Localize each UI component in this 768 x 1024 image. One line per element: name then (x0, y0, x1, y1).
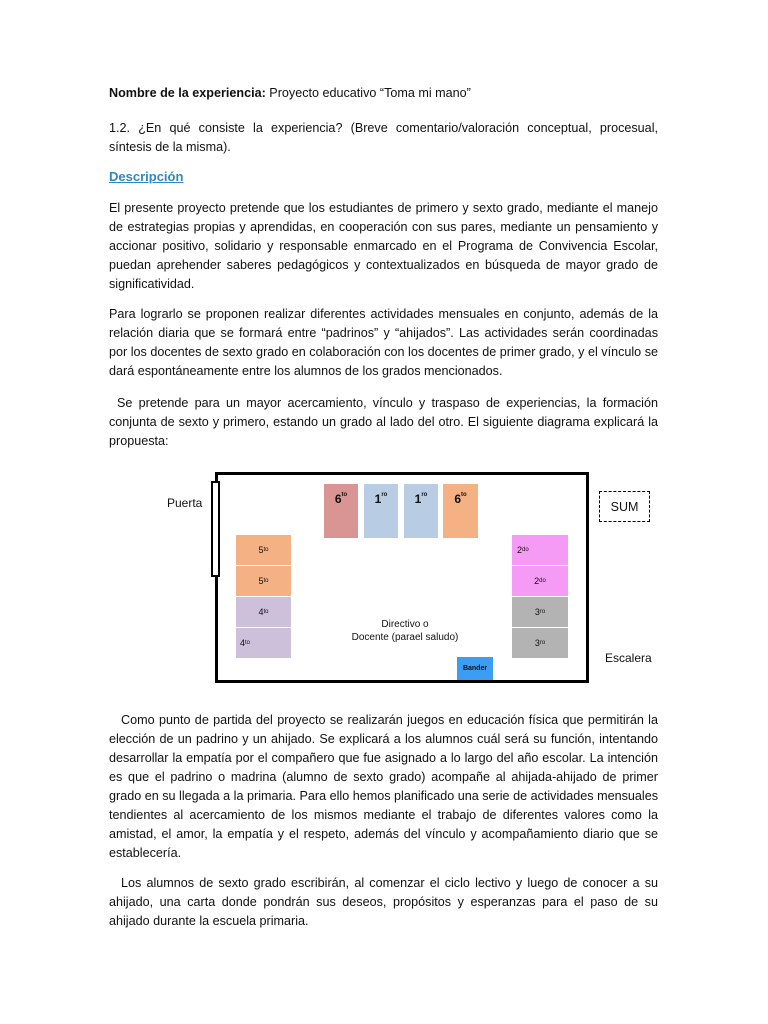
center-label-line2: Docente (parael saludo) (351, 632, 459, 643)
grade-suffix: ro (381, 492, 388, 498)
grade-box-5to-a (236, 535, 291, 565)
grade-number: 1 (374, 492, 382, 506)
grade-suffix: to (245, 640, 251, 646)
grade-number: 5 (258, 545, 264, 555)
grade-suffix: to (263, 578, 269, 584)
paragraph-3: Se pretende para un mayor acercamiento, vínculo y traspaso de experiencias, la formación conjunta de sexto y primero, estando un grado al lado del otro. El siguiente diagrama explicará la propuesta: (109, 396, 658, 448)
sum-box: SUM (599, 491, 650, 522)
grade-box-2do-b (512, 566, 568, 596)
center-label (330, 618, 480, 644)
title-value: Proyecto educativo “Toma mi mano” (269, 86, 471, 100)
grade-suffix: ro (539, 640, 546, 646)
paragraph-4: Como punto de partida del proyecto se realizarán juegos en educación física que permitirán la elección de un padrino y un ahijado. Se explicará a los alumnos cuál será su función, intentando desarrollar la empatía por el compañero que fue asignado a lo largo del año escolar. La intención es que el padrino o madrina (alumno de sexto grado) acompañe al ahijada-ahijado de primer grado en su llegada a la primaria. Para ello hemos planificado una serie de actividades mensuales tendientes al acercamiento de los mismos mediante el trabajo de diferentes valores como la amistad, el amor, la empatía y el respeto, además del vínculo y acompañamiento diario que se establecería. (109, 713, 658, 860)
experience-title (109, 86, 471, 100)
grade-box-1ro-b (404, 484, 438, 538)
escalera-label: Escalera (605, 651, 652, 665)
paragraph-5: Los alumnos de sexto grado escribirán, al comenzar el ciclo lectivo y luego de conocer a su ahijado, una carta donde pondrán sus deseos, propósitos y esperanzas para el paso de su ahijado durante la escuela primaria. (109, 876, 658, 928)
grade-number: 3 (534, 638, 540, 648)
grade-number: 1 (414, 492, 422, 506)
grade-suffix: to (461, 492, 467, 498)
grade-suffix: ro (539, 609, 546, 615)
grade-box-6to-a (324, 484, 358, 538)
grade-number: 4 (258, 607, 264, 617)
grade-suffix: do (522, 547, 529, 553)
grade-box-2do-a (512, 535, 568, 565)
grade-box-4to-b (236, 628, 291, 658)
grade-suffix: to (341, 492, 348, 498)
grade-number: 2 (517, 545, 523, 555)
grade-number: 4 (240, 638, 246, 648)
grade-suffix: to (263, 547, 269, 553)
grade-box-6to-b (443, 484, 478, 538)
grade-box-5to-b (236, 566, 291, 596)
grade-suffix: do (539, 578, 546, 584)
grade-box-4to-a (236, 597, 291, 627)
section-heading: Descripción (109, 169, 184, 184)
grade-number: 6 (334, 492, 342, 506)
door-icon (211, 481, 220, 577)
grade-box-3ro-b (512, 628, 568, 658)
grade-box-1ro-a (364, 484, 398, 538)
bander-box: Bander (457, 657, 493, 680)
center-label-line1: Directivo o (381, 619, 429, 630)
question-text: 1.2. ¿En qué consiste la experiencia? (Breve comentario/valoración conceptual, procesual, síntesis de la misma). (109, 121, 658, 154)
puerta-label: Puerta (167, 496, 203, 510)
grade-suffix: ro (421, 492, 428, 498)
grade-number: 6 (454, 492, 461, 506)
grade-number: 5 (258, 576, 264, 586)
paragraph-1: El presente proyecto pretende que los estudiantes de primero y sexto grado, mediante el manejo de estrategias propias y aprendidas, en cooperación con sus pares, mediante un pensamiento y accionar positivo, solidario y responsable enmarcado en el Programa de Convivencia Escolar, puedan aprehender saberes pedagógicos y contextualizados en búsqueda de mayor grado de significatividad. (109, 201, 658, 291)
grade-number: 2 (534, 576, 540, 586)
grade-suffix: to (263, 609, 269, 615)
title-label: Nombre de la experiencia: (109, 86, 266, 100)
grade-box-3ro-a (512, 597, 568, 627)
paragraph-2: Para lograrlo se proponen realizar diferentes actividades mensuales en conjunto, además de la relación diaria que se formará entre “padrinos” y “ahijados”. Las actividades serán coordinadas por los docentes de sexto grado en colaboración con los docentes de primer grado, y el vínculo se dará espontáneamente entre los alumnos de los grados mencionados. (109, 307, 658, 378)
grade-number: 3 (534, 607, 540, 617)
